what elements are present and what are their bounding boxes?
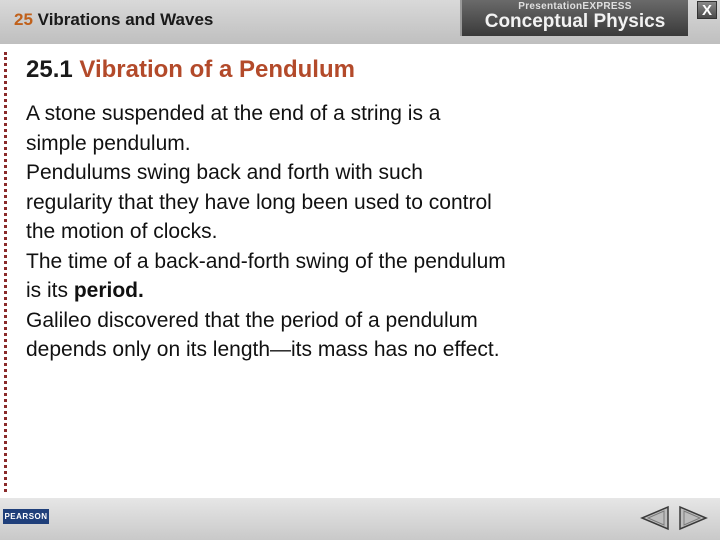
section-title: Vibration of a Pendulum (79, 56, 355, 83)
header-bar (0, 0, 720, 44)
slide-body (26, 99, 506, 365)
previous-slide-icon (638, 504, 670, 532)
chapter-number: 25 (14, 10, 33, 29)
slide-title (26, 56, 355, 84)
footer-bar (0, 498, 720, 540)
dotted-divider (4, 52, 7, 492)
previous-slide-button[interactable] (638, 504, 670, 532)
section-number: 25.1 (26, 56, 73, 83)
close-button[interactable]: X (697, 1, 717, 19)
term-period: period. (73, 279, 144, 302)
paragraph (26, 247, 506, 306)
brand-title: Conceptual Physics (484, 11, 666, 32)
paragraph: A stone suspended at the end of a string is a simple pendulum. (26, 102, 441, 155)
brand-subtitle: PresentationEXPRESS (518, 1, 632, 12)
paragraph-text: The time of a back-and-forth swing of the pendulum is its (26, 249, 506, 302)
paragraph: Pendulums swing back and forth with such regularity that they have long been used to control the motion of clocks. (26, 161, 492, 243)
paragraph: Galileo discovered that the period of a pendulum depends only on its length—its mass has no effect. (26, 308, 500, 361)
next-slide-icon (678, 504, 710, 532)
next-slide-button[interactable] (678, 504, 710, 532)
chapter-title: Vibrations and Waves (37, 10, 214, 29)
chapter-heading (14, 10, 213, 30)
publisher-logo: PEARSON (3, 509, 49, 524)
brand-banner (460, 0, 688, 36)
